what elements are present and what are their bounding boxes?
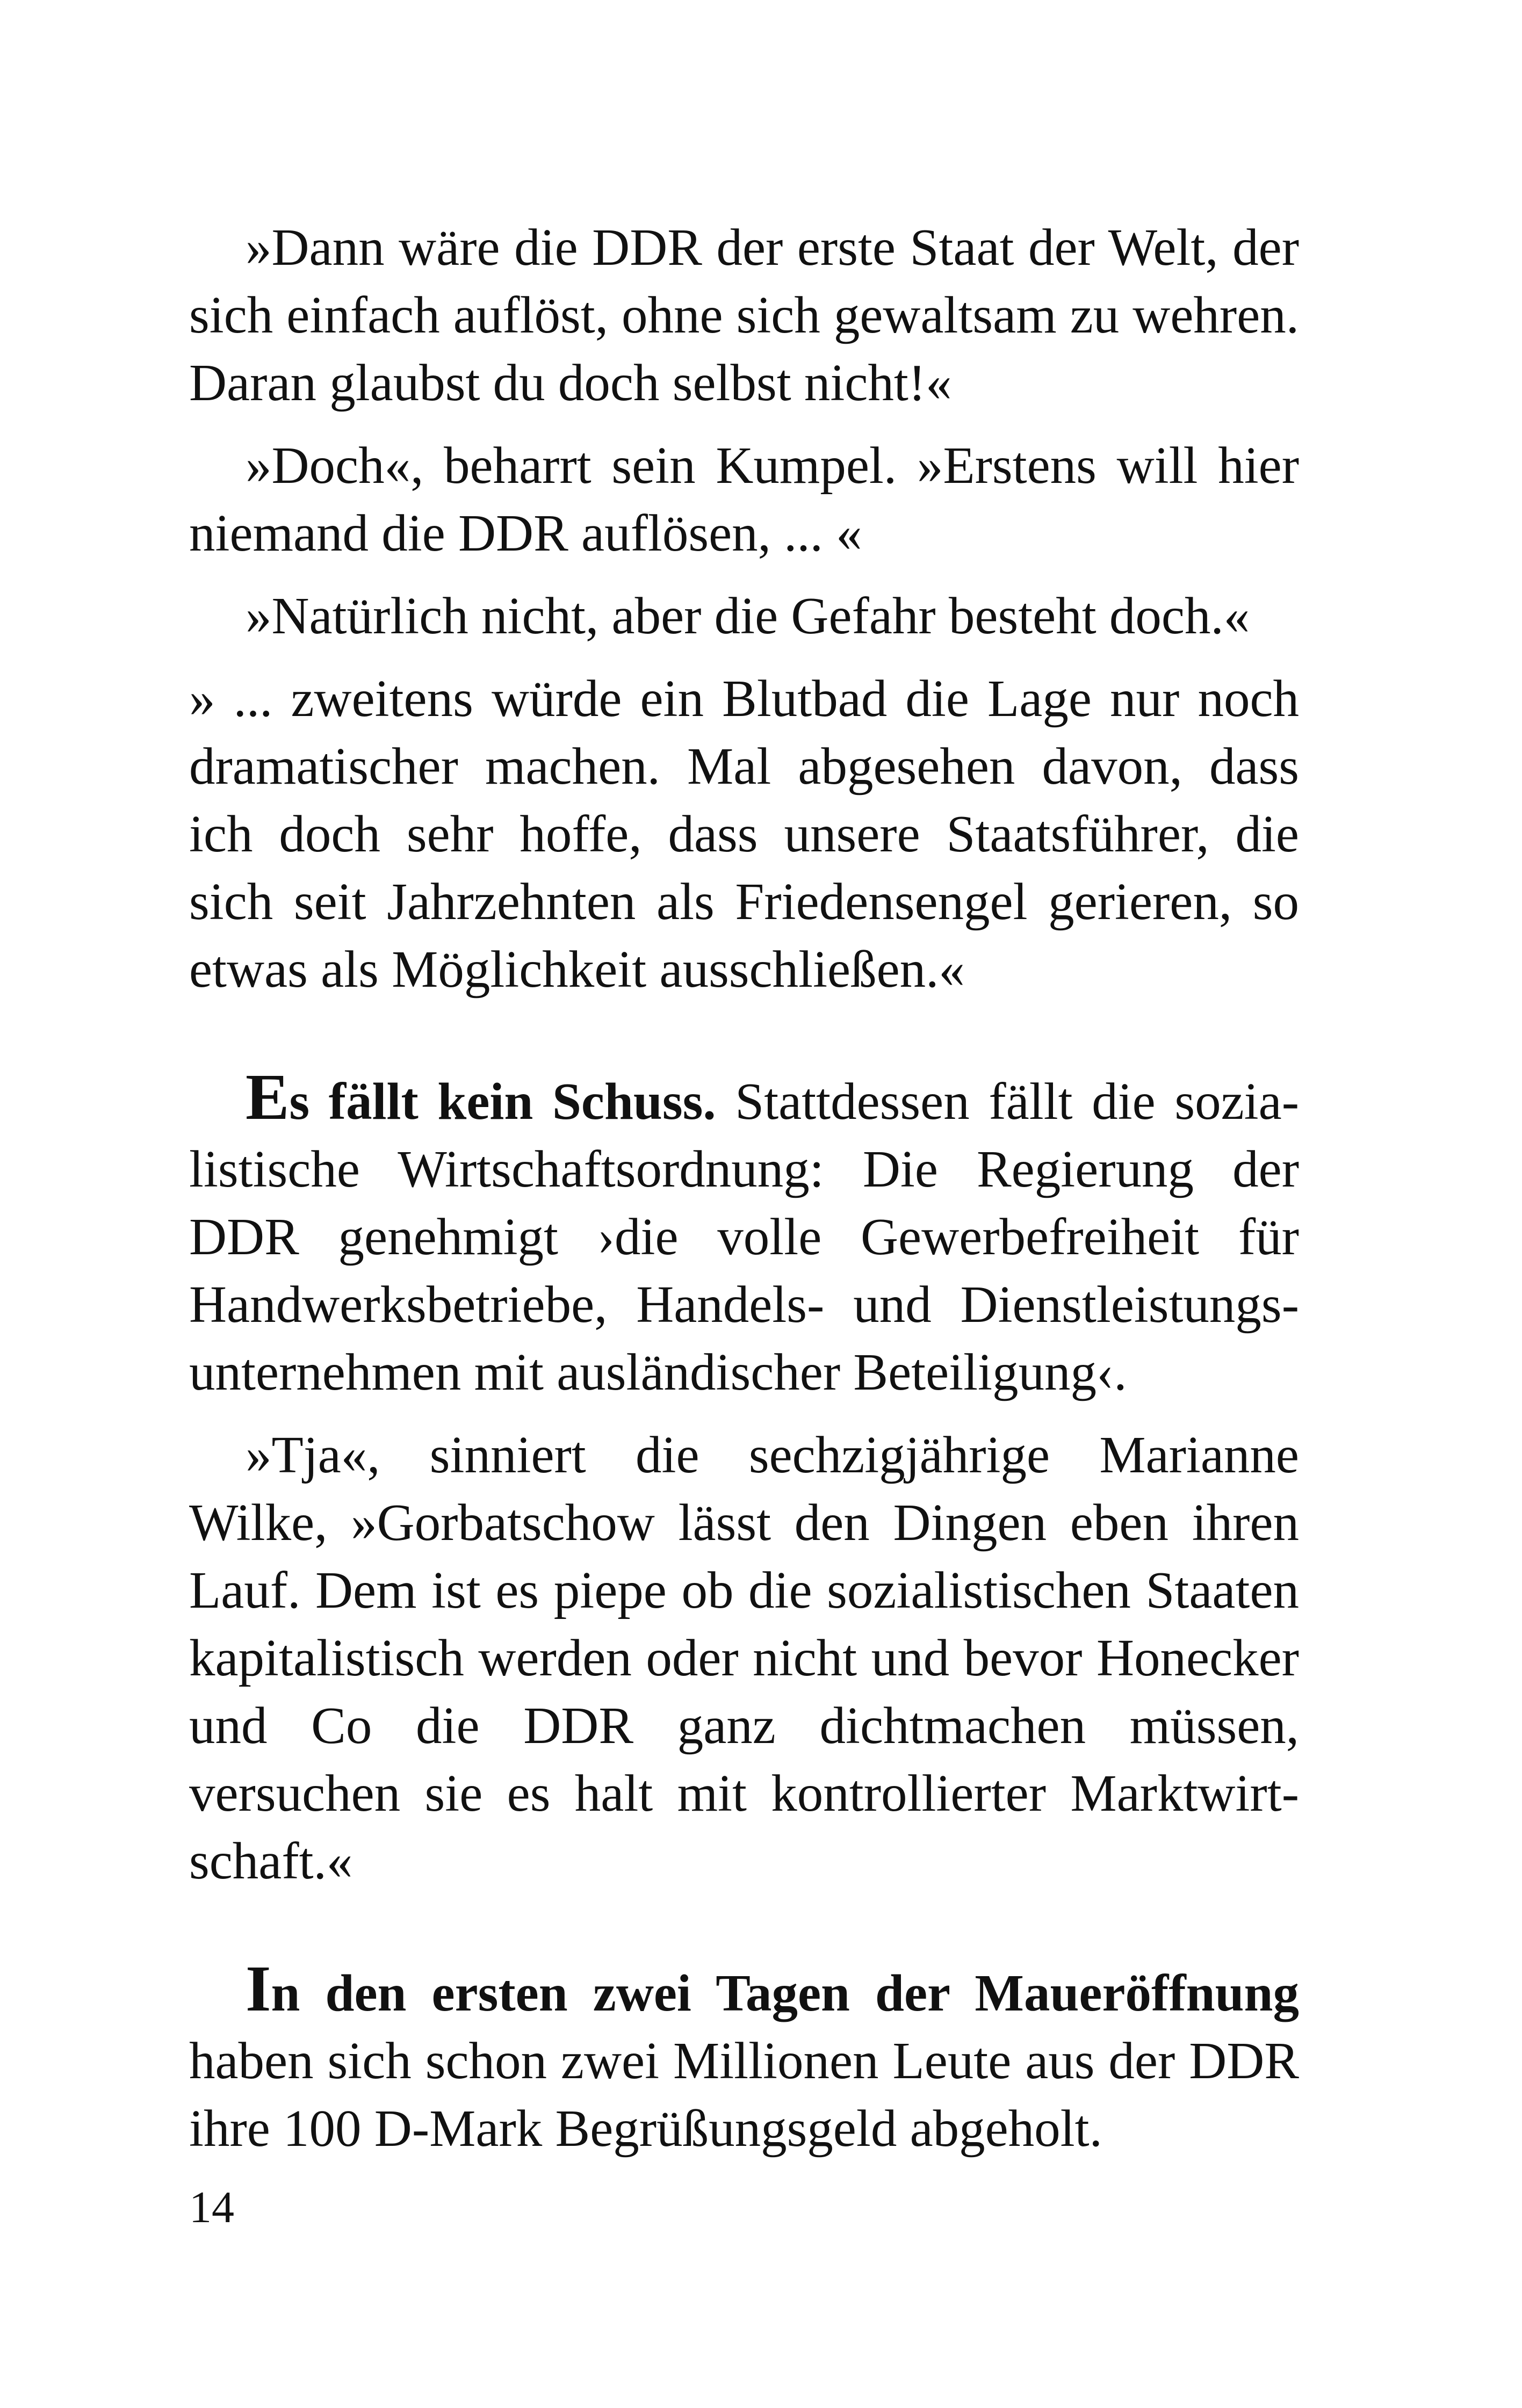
paragraph-dialogue-3: »Natürlich nicht, aber die Gefahr besteht doch.« — [246, 587, 1250, 645]
paragraph-dialogue-1: »Dann wäre die DDR der erste Staat der Welt, der sich einfach auflöst, ohne sich gewaltsam zu wehren. Daran glaubst du doch selbst nicht!« — [189, 219, 1299, 411]
section-lead-2 — [246, 1953, 1299, 2025]
section-body-2: haben sich schon zwei Millionen Leute aus der DDR ihre 100 D-Mark Begrüßungsgeld abgeholt. — [189, 2032, 1299, 2157]
section-body-1: Stattdessen fällt die sozialistische Wirtschaftsordnung: Die Regierung der DDR genehmigt ›die volle Gewerbefreiheit für Handwerksbetriebe, Handels- und Dienstleistungsunternehmen mit ausländischer Beteiligung‹. — [189, 1073, 1300, 1401]
lead-initial-2: I — [246, 1953, 271, 2025]
lead-initial-1: E — [246, 1061, 290, 1133]
section-lead-1 — [246, 1061, 716, 1133]
section-paragraph-1 — [189, 1061, 1300, 1406]
paragraph-dialogue-2: »Doch«, beharrt sein Kumpel. »Erstens will hier niemand die DDR auflösen, ... « — [189, 437, 1299, 562]
body-text — [189, 214, 1299, 2163]
page-number: 14 — [189, 2182, 234, 2232]
lead-rest-1: s fällt kein Schuss. — [289, 1073, 716, 1130]
paragraph-dialogue-4: » ... zweitens würde ein Blutbad die Lage nur noch dramatischer machen. Mal abgesehen davon, dass ich doch sehr hoffe, dass unsere Staatsführer, die sich seit Jahrzehnten als Friedensengel gerieren, so etwas als Möglichkeit ausschließen.« — [189, 670, 1299, 998]
lead-rest-2: n den ersten zwei Tagen der Maueröffnung — [271, 1964, 1299, 2022]
section-paragraph-2 — [189, 1955, 1299, 2163]
paragraph-dialogue-5: »Tja«, sinniert die sechzigjährige Marianne Wilke, »Gorbatschow lässt den Dingen eben ihren Lauf. Dem ist es piepe ob die sozialistischen Staaten kapitalistisch werden oder nicht und bevor Honecker und Co die DDR ganz dichtmachen müssen, versuchen sie es halt mit kontrollierter Marktwirtschaft.« — [189, 1426, 1299, 1890]
